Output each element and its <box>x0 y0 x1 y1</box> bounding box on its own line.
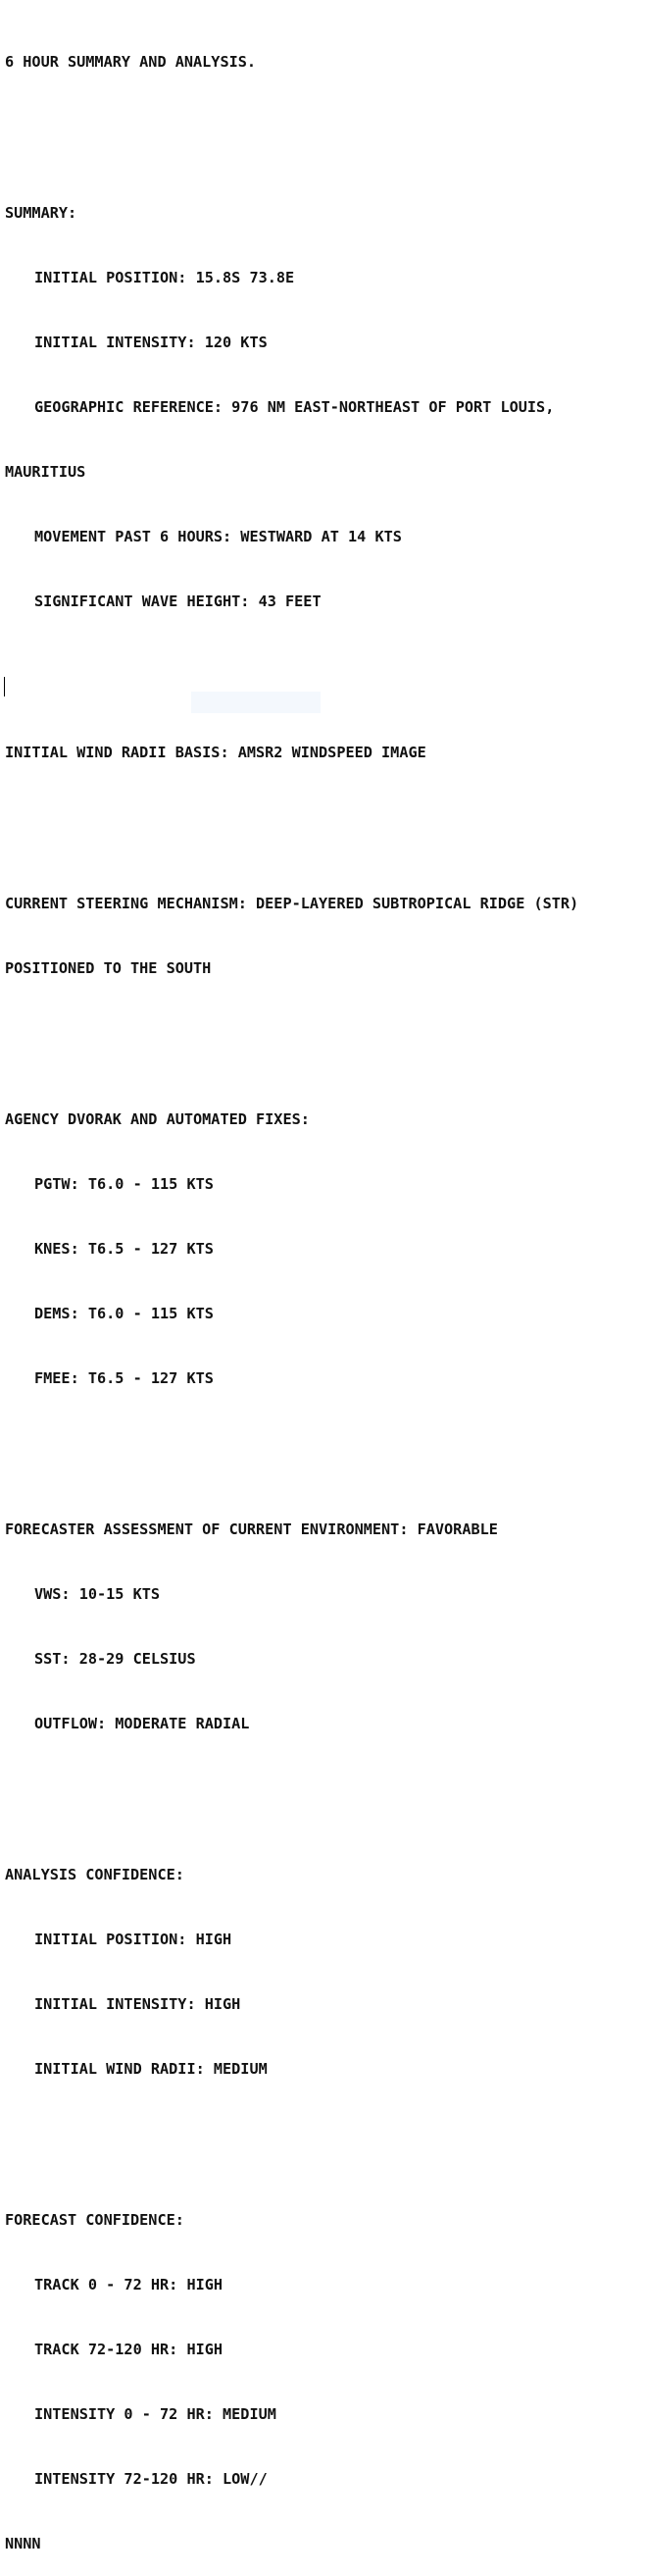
forecast-confidence-intensity-72-120: INTENSITY 72-120 HR: LOW// <box>34 2470 268 2488</box>
summary-movement: MOVEMENT PAST 6 HOURS: WESTWARD AT 14 KTS <box>34 528 402 545</box>
blank-line <box>5 655 642 677</box>
analysis-confidence-wind-radii: INITIAL WIND RADII: MEDIUM <box>34 2060 268 2078</box>
document-footer: NNNN <box>5 2535 41 2552</box>
fixes-heading: AGENCY DVORAK AND AUTOMATED FIXES: <box>5 1110 310 1128</box>
summary-geo-reference-continued: MAURITIUS <box>5 463 86 481</box>
fix-item: PGTW: T6.0 - 115 KTS <box>34 1175 214 1193</box>
forecast-confidence-intensity-0-72: INTENSITY 0 - 72 HR: MEDIUM <box>34 2405 276 2423</box>
wind-radii-basis: INITIAL WIND RADII BASIS: AMSR2 WINDSPEED IMAGE <box>5 744 426 761</box>
blank-line <box>5 1432 642 1454</box>
document-header: 6 HOUR SUMMARY AND ANALYSIS. <box>5 53 257 71</box>
summary-geo-reference: GEOGRAPHIC REFERENCE: 976 NM EAST-NORTHEAST OF PORT LOUIS, <box>34 398 555 416</box>
fix-item: FMEE: T6.5 - 127 KTS <box>34 1369 214 1387</box>
environment-heading: FORECASTER ASSESSMENT OF CURRENT ENVIRONMENT: FAVORABLE <box>5 1520 498 1538</box>
fix-item: KNES: T6.5 - 127 KTS <box>34 1240 214 1258</box>
environment-sst: SST: 28-29 CELSIUS <box>34 1650 196 1668</box>
blank-line <box>5 1022 642 1044</box>
environment-vws: VWS: 10-15 KTS <box>34 1585 161 1603</box>
analysis-confidence-intensity: INITIAL INTENSITY: HIGH <box>34 1995 241 2013</box>
analysis-confidence-heading: ANALYSIS CONFIDENCE: <box>5 1866 184 1883</box>
steering-mechanism-continued: POSITIONED TO THE SOUTH <box>5 959 212 977</box>
summary-wave-height: SIGNIFICANT WAVE HEIGHT: 43 FEET <box>34 592 322 610</box>
steering-mechanism: CURRENT STEERING MECHANISM: DEEP-LAYERED SUBTROPICAL RIDGE (STR) <box>5 895 579 912</box>
blank-line <box>5 1777 642 1799</box>
summary-initial-intensity: INITIAL INTENSITY: 120 KTS <box>34 334 268 351</box>
bulletin-document <box>5 8 642 2576</box>
forecast-confidence-heading: FORECAST CONFIDENCE: <box>5 2211 184 2229</box>
forecast-confidence-track-72-120: TRACK 72-120 HR: HIGH <box>34 2341 223 2358</box>
analysis-confidence-position: INITIAL POSITION: HIGH <box>34 1931 232 1948</box>
blank-line <box>5 2123 642 2144</box>
blank-line <box>5 806 642 828</box>
fix-item: DEMS: T6.0 - 115 KTS <box>34 1305 214 1322</box>
blank-line <box>5 116 642 137</box>
forecast-confidence-track-0-72: TRACK 0 - 72 HR: HIGH <box>34 2276 223 2293</box>
summary-initial-position: INITIAL POSITION: 15.8S 73.8E <box>34 269 295 286</box>
environment-outflow: OUTFLOW: MODERATE RADIAL <box>34 1715 250 1732</box>
summary-heading: SUMMARY: <box>5 204 77 222</box>
